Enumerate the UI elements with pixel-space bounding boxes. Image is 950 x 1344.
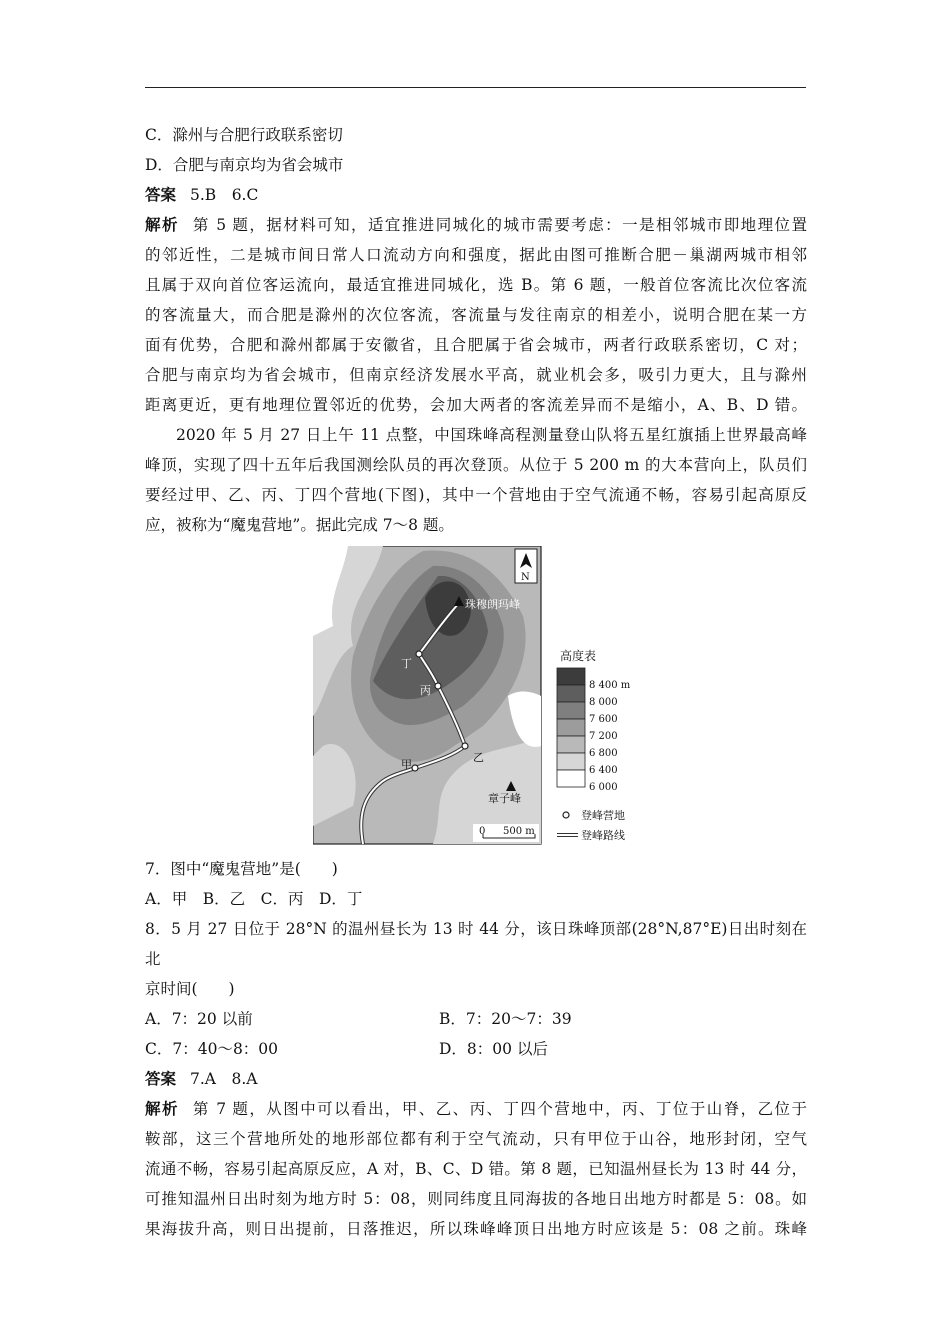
camp-bing-marker xyxy=(435,683,441,689)
q8-option-b: B．7：20～7：39 xyxy=(439,1010,572,1028)
questions xyxy=(145,854,807,1244)
q8-option-a: A．7：20 以前 xyxy=(145,1010,253,1028)
analysis-tag: 解析 xyxy=(145,1100,179,1118)
answer-tag: 答案 xyxy=(145,1070,177,1088)
intro-line: 峰顶，实现了四十五年后我国测绘队员的再次登顶。从位于 5 200 m 的大本营向上，队员们 xyxy=(145,456,807,474)
everest-label: 珠穆朗玛峰 xyxy=(465,598,520,611)
legend-title: 高度表 xyxy=(560,649,597,663)
analysis-line: 且属于双向首位客运流向，最适宜推进同城化，选 B。第 6 题，一般首位客流比次位客流 xyxy=(145,276,807,294)
camp-yi-marker xyxy=(462,743,468,749)
analysis-line: 流通不畅，容易引起高原反应，A 对，B、C、D 错。第 8 题，已知温州昼长为 13 时 44 分， xyxy=(145,1160,807,1178)
legend-swatch xyxy=(557,668,585,685)
analysis-line: 的客流量大，而合肥是滁州的次位客流，客流量与发往南京的相差小，说明合肥在某一方 xyxy=(145,306,807,324)
analysis-line: 合肥与南京均为省会城市，但南京经济发展水平高，就业机会多，吸引力更大，且与滁州 xyxy=(145,366,807,384)
answer-5-6 xyxy=(145,180,807,210)
q8-option-d: D．8：00 以后 xyxy=(439,1040,548,1058)
intro-line: 应，被称为“魔鬼营地”。据此完成 7～8 题。 xyxy=(145,516,454,534)
everest-contour-map xyxy=(313,546,643,846)
legend-level-label: 7 600 xyxy=(589,714,618,725)
legend-level-label: 6 800 xyxy=(589,748,618,759)
north-label: N xyxy=(521,572,530,583)
option-d: D．合肥与南京均为省会城市 xyxy=(145,156,344,174)
intro-line: 2020 年 5 月 27 日上午 11 点整，中国珠峰高程测量登山队将五星红旗插上世界最高峰 xyxy=(176,426,807,444)
legend-swatch xyxy=(557,736,585,753)
camp-bing-label: 丙 xyxy=(420,684,431,697)
terrain-map xyxy=(313,546,541,844)
analysis-line: 果海拔升高，则日出提前，日落推迟，所以珠峰峰顶日出地方时应该是 5：08 之前。珠峰 xyxy=(145,1220,807,1238)
q8-options-row2 xyxy=(145,1034,807,1064)
legend-level-label: 8 000 xyxy=(589,697,618,708)
legend-swatch xyxy=(557,753,585,770)
analysis-line: 鞍部，这三个营地所处的地形部位都有利于空气流动，只有甲位于山谷，地形封闭，空气 xyxy=(145,1130,807,1148)
camp-yi-label: 乙 xyxy=(473,751,484,764)
intro-line: 要经过甲、乙、丙、丁四个营地(下图)，其中一个营地由于空气流通不畅，容易引起高原反 xyxy=(145,486,807,504)
camp-jia-label: 甲 xyxy=(401,758,412,771)
legend-route-label: 登峰路线 xyxy=(581,829,625,842)
legend-swatch xyxy=(557,685,585,702)
q8-options-row1 xyxy=(145,1004,807,1034)
q8-option-c: C．7：40～8：00 xyxy=(145,1040,279,1058)
analysis-line: 可推知温州日出时刻为地方时 5：08，则同纬度且同海拔的各地日出地方时都是 5：08。如 xyxy=(145,1190,807,1208)
legend-level-label: 6 400 xyxy=(589,765,618,776)
elevation-legend xyxy=(557,648,631,842)
legend-swatch xyxy=(557,770,585,787)
scale-zero: 0 xyxy=(479,826,486,837)
top-options xyxy=(145,120,807,540)
analysis-line: 的邻近性，二是城市间日常人口流动方向和强度，据此由图可推断合肥－巢湖两城市相邻 xyxy=(145,246,807,264)
zhangzi-peak-label: 章子峰 xyxy=(488,792,521,805)
q8-stem-line: 京时间( ) xyxy=(145,980,235,998)
analysis-line: 解析 第 7 题，从图中可以看出，甲、乙、丙、丁四个营地中，丙、丁位于山脊，乙位于 xyxy=(145,1100,807,1118)
legend-camp-icon xyxy=(563,812,569,818)
scale-dist: 500 m xyxy=(503,826,535,837)
answer-7-8 xyxy=(145,1064,807,1094)
legend-level-label: 7 200 xyxy=(589,731,618,742)
q8-stem-line: 8．5 月 27 日位于 28°N 的温州昼长为 13 时 44 分，该日珠峰顶部(28°N,87°E)日出时刻在北 xyxy=(145,920,807,968)
header-rule xyxy=(145,87,806,88)
option-c: C．滁州与合肥行政联系密切 xyxy=(145,126,343,144)
analysis-line: 面有优势，合肥和滁州都属于安徽省，且合肥属于省会城市，两者行政联系密切，C 对； xyxy=(145,336,807,354)
analysis-tag: 解析 xyxy=(145,216,179,234)
legend-swatch xyxy=(557,702,585,719)
camp-ding-label: 丁 xyxy=(401,657,412,670)
camp-ding-marker xyxy=(416,651,422,657)
legend-swatch xyxy=(557,719,585,736)
legend-level-label: 8 400 m xyxy=(589,680,631,691)
answer-text: 5.B 6.C xyxy=(190,186,259,204)
analysis-line: 距离更近，更有地理位置邻近的优势，会加大两者的客流差异而不是缩小，A、B、D 错。 xyxy=(145,396,807,414)
legend-camp-label: 登峰营地 xyxy=(581,809,625,822)
camp-jia-marker xyxy=(412,765,418,771)
answer-tag: 答案 xyxy=(145,186,177,204)
legend-level-label: 6 000 xyxy=(589,782,618,793)
analysis-line: 解析 第 5 题，据材料可知，适宜推进同城化的城市需要考虑：一是相邻城市即地理位置 xyxy=(145,216,807,234)
q7-stem: 7．图中“魔鬼营地”是( ) xyxy=(145,860,338,878)
answer-text: 7.A 8.A xyxy=(190,1070,258,1088)
q7-options: A．甲 B．乙 C．丙 D．丁 xyxy=(145,890,363,908)
